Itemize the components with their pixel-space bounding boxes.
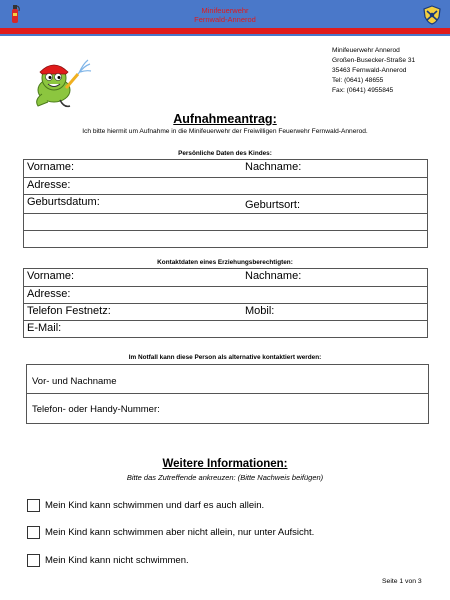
child-data-table	[23, 159, 428, 248]
table-row-empty[interactable]	[24, 230, 427, 247]
address-line: Minifeuerwehr Annerod	[332, 47, 400, 54]
table-row	[24, 303, 427, 320]
header-accent-line	[0, 28, 450, 34]
child-geburtsort-field[interactable]: Geburtsort:	[245, 199, 301, 211]
header-title-line1: Minifeuerwehr	[201, 6, 249, 15]
emergency-phone-field[interactable]: Telefon- oder Handy-Nummer:	[32, 404, 160, 415]
table-row	[24, 160, 427, 177]
divider	[27, 393, 428, 394]
table-row	[24, 177, 427, 194]
mascot-firefighter-logo	[30, 54, 92, 110]
address-line: Großen-Busecker-Straße 31	[332, 57, 416, 64]
emergency-contact-box	[26, 364, 429, 424]
guardian-section-label: Kontaktdaten eines Erziehungsberechtigten:	[157, 259, 293, 266]
address-block	[332, 46, 415, 96]
table-row	[24, 286, 427, 303]
more-info-title: Weitere Informationen:	[162, 458, 288, 470]
address-line: Fax: (0641) 4955845	[332, 87, 394, 94]
form-title: Aufnahmeantrag:	[173, 112, 277, 126]
header-title	[0, 6, 450, 24]
page-number: Seite 1 von 3	[382, 578, 422, 585]
child-adresse-field[interactable]: Adresse:	[27, 179, 71, 191]
guardian-mobil-field[interactable]: Mobil:	[245, 305, 275, 317]
address-line: Tel: (0641) 48655	[332, 77, 384, 84]
guardian-nachname-field[interactable]: Nachname:	[245, 270, 302, 282]
checkbox[interactable]	[27, 499, 40, 512]
child-section-label: Persönliche Daten des Kindes:	[178, 150, 272, 157]
fire-department-emblem-icon	[422, 5, 442, 25]
child-nachname-field[interactable]: Nachname:	[245, 161, 302, 173]
guardian-email-field[interactable]: E-Mail:	[27, 322, 62, 334]
emergency-name-field[interactable]: Vor- und Nachname	[32, 376, 117, 387]
form-subtitle: Ich bitte hiermit um Aufnahme in die Minifeuerwehr der Freiwilligen Feuerwehr Fernwald-Annerod.	[82, 128, 368, 135]
guardian-data-table	[23, 268, 428, 338]
swim-option-label: Mein Kind kann nicht schwimmen.	[45, 555, 189, 566]
checkbox[interactable]	[27, 526, 40, 539]
fire-extinguisher-icon	[10, 3, 20, 25]
header-title-line2: Fernwald-Annerod	[194, 15, 256, 24]
swim-option-label: Mein Kind kann schwimmen aber nicht allein, nur unter Aufsicht.	[45, 527, 315, 538]
more-info-subtitle: Bitte das Zutreffende ankreuzen: (Bitte Nachweis beifügen)	[126, 473, 324, 482]
child-geburtsdatum-field[interactable]: Geburtsdatum:	[27, 196, 100, 208]
emergency-section-label: Im Notfall kann diese Person als alternative kontaktiert werden:	[128, 354, 322, 361]
address-line: 35463 Fernwald-Annerod	[332, 67, 407, 74]
swim-option-label: Mein Kind kann schwimmen und darf es auch allein.	[45, 500, 265, 511]
guardian-vorname-field[interactable]: Vorname:	[27, 270, 75, 282]
guardian-adresse-field[interactable]: Adresse:	[27, 288, 71, 300]
checkbox[interactable]	[27, 554, 40, 567]
child-vorname-field[interactable]: Vorname:	[27, 161, 75, 173]
table-row	[24, 269, 427, 286]
table-row	[24, 194, 427, 213]
guardian-telefon-field[interactable]: Telefon Festnetz:	[27, 305, 111, 317]
table-row	[24, 320, 427, 337]
table-row-empty[interactable]	[24, 213, 427, 230]
